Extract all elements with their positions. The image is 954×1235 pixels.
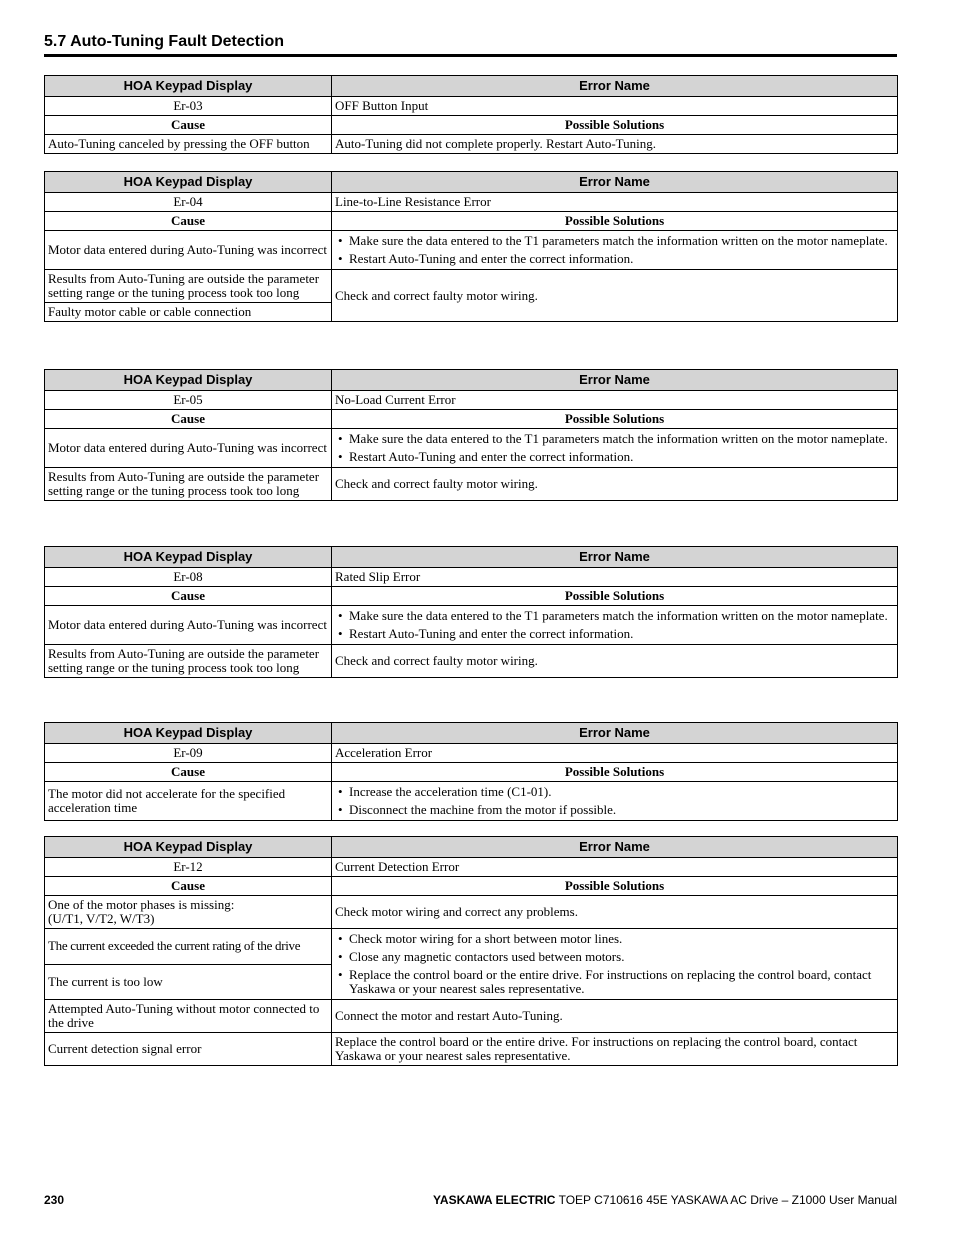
table-row: [45, 1033, 898, 1066]
page-number: 230: [44, 1193, 65, 1207]
table-header-row: [45, 723, 898, 744]
hoa-header: HOA Keypad Display: [45, 370, 332, 391]
error-code: Er-09: [45, 744, 332, 763]
solution-cell: [332, 929, 898, 1000]
solution-item: • Restart Auto-Tuning and enter the correct information.: [335, 252, 894, 266]
cause-cell: Results from Auto-Tuning are outside the parameter setting range or the tuning process took too long: [45, 645, 332, 678]
solution-cell: [332, 782, 898, 821]
fault-table-er-05: [44, 369, 898, 501]
cause-header: Cause: [45, 410, 332, 429]
table-row: [45, 896, 898, 929]
hoa-header: HOA Keypad Display: [45, 76, 332, 97]
table-row: [45, 782, 898, 821]
cause-line: (U/T1, V/T2, W/T3): [48, 911, 155, 926]
error-code: Er-12: [45, 858, 332, 877]
error-name: Acceleration Error: [332, 744, 898, 763]
table-row: [45, 606, 898, 645]
table-row: [45, 270, 898, 303]
table-row: [45, 135, 898, 154]
solution-cell: [332, 606, 898, 645]
solution-cell: Check and correct faulty motor wiring.: [332, 645, 898, 678]
fault-table-er-03: [44, 75, 898, 154]
table-row: [45, 97, 898, 116]
error-name: Current Detection Error: [332, 858, 898, 877]
cause-solution-header-row: [45, 587, 898, 606]
table-row: [45, 391, 898, 410]
error-name: Line-to-Line Resistance Error: [332, 193, 898, 212]
solutions-header: Possible Solutions: [332, 877, 898, 896]
table-row: [45, 193, 898, 212]
error-name: Rated Slip Error: [332, 568, 898, 587]
error-name-header: Error Name: [332, 723, 898, 744]
cause-header: Cause: [45, 763, 332, 782]
error-name-header: Error Name: [332, 837, 898, 858]
table-row: [45, 645, 898, 678]
solutions-header: Possible Solutions: [332, 410, 898, 429]
fault-table-er-04: [44, 171, 898, 322]
solution-cell: Auto-Tuning did not complete properly. Restart Auto-Tuning.: [332, 135, 898, 154]
solution-item: • Close any magnetic contactors used between motors.: [335, 950, 894, 964]
cause-cell: Motor data entered during Auto-Tuning was incorrect: [45, 429, 332, 468]
cause-header: Cause: [45, 212, 332, 231]
cause-cell: Results from Auto-Tuning are outside the parameter setting range or the tuning process took too long: [45, 468, 332, 501]
error-code: Er-04: [45, 193, 332, 212]
cause-solution-header-row: [45, 212, 898, 231]
solution-cell: Check and correct faulty motor wiring.: [332, 468, 898, 501]
table-header-row: [45, 837, 898, 858]
cause-cell: The motor did not accelerate for the specified acceleration time: [45, 782, 332, 821]
footer-document: TOEP C710616 45E YASKAWA AC Drive – Z1000 User Manual: [555, 1193, 897, 1207]
error-code: Er-08: [45, 568, 332, 587]
solution-item: • Restart Auto-Tuning and enter the correct information.: [335, 627, 894, 641]
cause-header: Cause: [45, 877, 332, 896]
solution-cell: Replace the control board or the entire drive. For instructions on replacing the control board, contact Yaskawa or your nearest sales representative.: [332, 1033, 898, 1066]
table-header-row: [45, 172, 898, 193]
cause-cell: Motor data entered during Auto-Tuning was incorrect: [45, 231, 332, 270]
solution-item: • Make sure the data entered to the T1 parameters match the information written on the motor nameplate.: [335, 432, 894, 446]
hoa-header: HOA Keypad Display: [45, 837, 332, 858]
solution-item: • Restart Auto-Tuning and enter the correct information.: [335, 450, 894, 464]
error-name: OFF Button Input: [332, 97, 898, 116]
table-row: [45, 568, 898, 587]
cause-cell: [45, 896, 332, 929]
table-row: [45, 858, 898, 877]
error-name-header: Error Name: [332, 547, 898, 568]
cause-cell: Results from Auto-Tuning are outside the parameter setting range or the tuning process took too long: [45, 270, 332, 303]
solution-cell: Connect the motor and restart Auto-Tuning.: [332, 1000, 898, 1033]
solutions-header: Possible Solutions: [332, 116, 898, 135]
cause-solution-header-row: [45, 877, 898, 896]
solution-item: • Check motor wiring for a short between motor lines.: [335, 932, 894, 946]
cause-cell: Attempted Auto-Tuning without motor connected to the drive: [45, 1000, 332, 1033]
solution-cell: Check and correct faulty motor wiring.: [332, 270, 898, 322]
table-row: [45, 231, 898, 270]
document-reference: [433, 1193, 897, 1207]
cause-cell: Faulty motor cable or cable connection: [45, 303, 332, 322]
table-header-row: [45, 547, 898, 568]
cause-cell: The current is too low: [45, 964, 332, 1000]
cause-cell: Auto-Tuning canceled by pressing the OFF button: [45, 135, 332, 154]
table-row: [45, 929, 898, 965]
fault-table-er-12: [44, 836, 898, 1066]
cause-cell: Current detection signal error: [45, 1033, 332, 1066]
cause-solution-header-row: [45, 410, 898, 429]
solutions-header: Possible Solutions: [332, 587, 898, 606]
error-name-header: Error Name: [332, 76, 898, 97]
solution-cell: [332, 231, 898, 270]
solutions-header: Possible Solutions: [332, 763, 898, 782]
cause-solution-header-row: [45, 763, 898, 782]
fault-table-er-08: [44, 546, 898, 678]
solution-cell: [332, 429, 898, 468]
section-title: 5.7 Auto-Tuning Fault Detection: [44, 33, 897, 57]
table-row: [45, 1000, 898, 1033]
table-header-row: [45, 370, 898, 391]
solution-item: • Make sure the data entered to the T1 parameters match the information written on the motor nameplate.: [335, 609, 894, 623]
solutions-header: Possible Solutions: [332, 212, 898, 231]
cause-cell: Motor data entered during Auto-Tuning was incorrect: [45, 606, 332, 645]
solution-item: • Make sure the data entered to the T1 parameters match the information written on the motor nameplate.: [335, 234, 894, 248]
solution-item: • Replace the control board or the entire drive. For instructions on replacing the control board, contact Yaskawa or your nearest sales representative.: [335, 968, 894, 996]
cause-solution-header-row: [45, 116, 898, 135]
error-code: Er-05: [45, 391, 332, 410]
error-name-header: Error Name: [332, 370, 898, 391]
cause-cell: The current exceeded the current rating of the drive: [45, 929, 332, 965]
hoa-header: HOA Keypad Display: [45, 547, 332, 568]
error-name-header: Error Name: [332, 172, 898, 193]
error-code: Er-03: [45, 97, 332, 116]
footer-brand: YASKAWA ELECTRIC: [433, 1193, 556, 1207]
table-row: [45, 468, 898, 501]
fault-table-er-09: [44, 722, 898, 821]
solution-item: • Disconnect the machine from the motor if possible.: [335, 803, 894, 817]
hoa-header: HOA Keypad Display: [45, 172, 332, 193]
table-row: [45, 744, 898, 763]
table-row: [45, 429, 898, 468]
cause-header: Cause: [45, 116, 332, 135]
table-header-row: [45, 76, 898, 97]
cause-header: Cause: [45, 587, 332, 606]
hoa-header: HOA Keypad Display: [45, 723, 332, 744]
error-name: No-Load Current Error: [332, 391, 898, 410]
cause-line: One of the motor phases is missing:: [48, 897, 235, 912]
solution-item: • Increase the acceleration time (C1-01).: [335, 785, 894, 799]
solution-cell: Check motor wiring and correct any problems.: [332, 896, 898, 929]
